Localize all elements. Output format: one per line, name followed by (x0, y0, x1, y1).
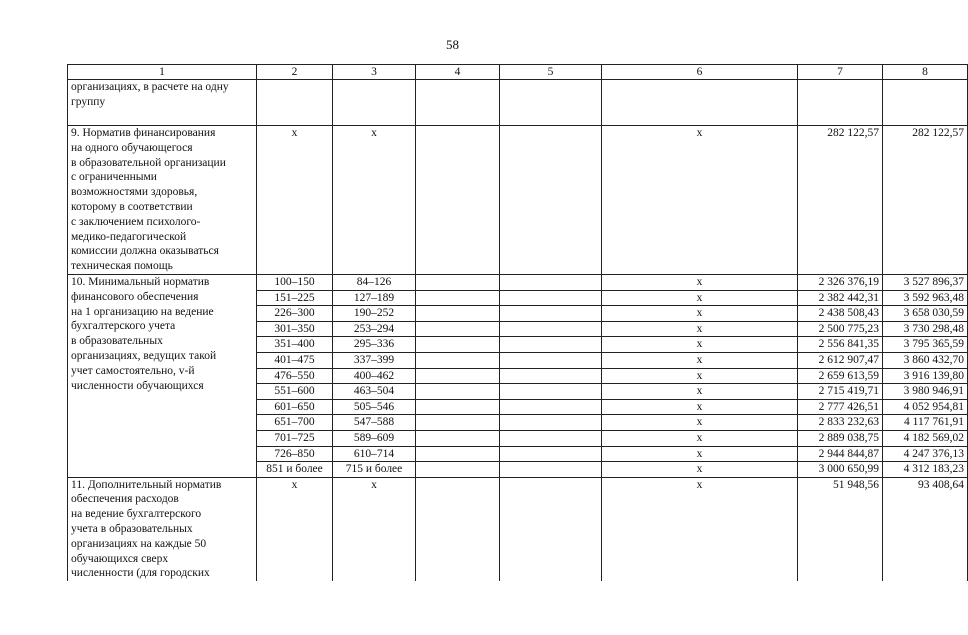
cell-col8: 4 182 569,02 (883, 430, 968, 446)
cell-col2: 100–150 (257, 274, 333, 290)
cell-col8: 3 730 298,48 (883, 321, 968, 337)
cell-col3: 253–294 (333, 321, 416, 337)
cell-col3: 295–336 (333, 337, 416, 353)
cell-col6: х (602, 462, 798, 478)
table-row-10 (68, 274, 968, 290)
column-header: 1 (68, 65, 257, 80)
cell-col6: х (602, 399, 798, 415)
cell-col6: х (602, 306, 798, 322)
column-header: 6 (602, 65, 798, 80)
cell-col2: 851 и более (257, 462, 333, 478)
cell-col8: 3 658 030,59 (883, 306, 968, 322)
cell-col7: 2 438 508,43 (798, 306, 883, 322)
normative-table (67, 64, 968, 581)
header-row (68, 65, 968, 80)
cell-col7: 2 612 907,47 (798, 352, 883, 368)
row-description: 11. Дополнительный норматив обеспечения расходов на ведение бухгалтерского учета в образовательных организациях на каждые 50 обучающихся сверх численности (для городских (68, 477, 257, 581)
cell-col3: х (333, 126, 416, 275)
cell-col3: 190–252 (333, 306, 416, 322)
cell-col3: 84–126 (333, 274, 416, 290)
cell-col8: 3 795 365,59 (883, 337, 968, 353)
cell-col7: 51 948,56 (798, 477, 883, 581)
cell-col7: 2 777 426,51 (798, 399, 883, 415)
row-description: 10. Минимальный норматив финансового обеспечения на 1 организацию на ведение бухгалтерского учета в образовательных организациях, ведущих такой учет самостоятельно, v-й численности обучающихся (68, 274, 257, 477)
cell-col2: 401–475 (257, 352, 333, 368)
cell-col2: 551–600 (257, 384, 333, 400)
cell-col2: 476–550 (257, 368, 333, 384)
cell-col2: 226–300 (257, 306, 333, 322)
cell-col8: 3 916 139,80 (883, 368, 968, 384)
cell-col2: 651–700 (257, 415, 333, 431)
row-description: организациях, в расчете на одну группу (68, 80, 257, 126)
cell-col2: 701–725 (257, 430, 333, 446)
cell-col3: 127–189 (333, 290, 416, 306)
cell-col2: 351–400 (257, 337, 333, 353)
cell-col8: 3 860 432,70 (883, 352, 968, 368)
row-description: 9. Норматив финансирования на одного обучающегося в образовательной организации с ограниченными возможностями здоровья, которому в соответствии с заключением психолого- медико-педагогической комиссии должна оказываться техническая помощь (68, 126, 257, 275)
cell-col3: х (333, 477, 416, 581)
cell-col2: х (257, 477, 333, 581)
cell-col7: 2 556 841,35 (798, 337, 883, 353)
cell-col8: 3 527 896,37 (883, 274, 968, 290)
table-row-11 (68, 477, 968, 581)
cell-col6: х (602, 321, 798, 337)
cell-col7: 2 500 775,23 (798, 321, 883, 337)
cell-col3: 505–546 (333, 399, 416, 415)
table-row-9 (68, 126, 968, 275)
cell-col7: 2 944 844,87 (798, 446, 883, 462)
cell-col7: 2 833 232,63 (798, 415, 883, 431)
cell-col7: 282 122,57 (798, 126, 883, 275)
cell-col6: х (602, 430, 798, 446)
cell-col6: х (602, 352, 798, 368)
cell-col3: 400–462 (333, 368, 416, 384)
cell-col2: 151–225 (257, 290, 333, 306)
cell-col8: 3 980 946,91 (883, 384, 968, 400)
cell-col6: х (602, 274, 798, 290)
cell-col3: 589–609 (333, 430, 416, 446)
column-header: 4 (416, 65, 500, 80)
cell-col6: х (602, 477, 798, 581)
cell-col6: х (602, 368, 798, 384)
cell-col8: 4 117 761,91 (883, 415, 968, 431)
cell-col7: 2 382 442,31 (798, 290, 883, 306)
column-header: 7 (798, 65, 883, 80)
cell-col6: х (602, 415, 798, 431)
cell-col8: 93 408,64 (883, 477, 968, 581)
cell-col2: 601–650 (257, 399, 333, 415)
cell-col7: 3 000 650,99 (798, 462, 883, 478)
column-header: 5 (500, 65, 602, 80)
cell-col6: х (602, 290, 798, 306)
cell-col6: х (602, 446, 798, 462)
cell-col3: 715 и более (333, 462, 416, 478)
cell-col6: х (602, 126, 798, 275)
cell-col6: х (602, 337, 798, 353)
cell-col7: 2 715 419,71 (798, 384, 883, 400)
cell-col2: 726–850 (257, 446, 333, 462)
cell-col8: 282 122,57 (883, 126, 968, 275)
cell-col3: 463–504 (333, 384, 416, 400)
cell-col7: 2 889 038,75 (798, 430, 883, 446)
page-number: 58 (446, 37, 459, 52)
cell-col3: 610–714 (333, 446, 416, 462)
cell-col2: 301–350 (257, 321, 333, 337)
cell-col3: 337–399 (333, 352, 416, 368)
table-row-continued (68, 80, 968, 126)
cell-col8: 4 052 954,81 (883, 399, 968, 415)
column-header: 3 (333, 65, 416, 80)
column-header: 2 (257, 65, 333, 80)
column-header: 8 (883, 65, 968, 80)
cell-col3: 547–588 (333, 415, 416, 431)
cell-col6: х (602, 384, 798, 400)
cell-col2: х (257, 126, 333, 275)
cell-col8: 3 592 963,48 (883, 290, 968, 306)
cell-col7: 2 326 376,19 (798, 274, 883, 290)
cell-col7: 2 659 613,59 (798, 368, 883, 384)
cell-col8: 4 247 376,13 (883, 446, 968, 462)
cell-col8: 4 312 183,23 (883, 462, 968, 478)
